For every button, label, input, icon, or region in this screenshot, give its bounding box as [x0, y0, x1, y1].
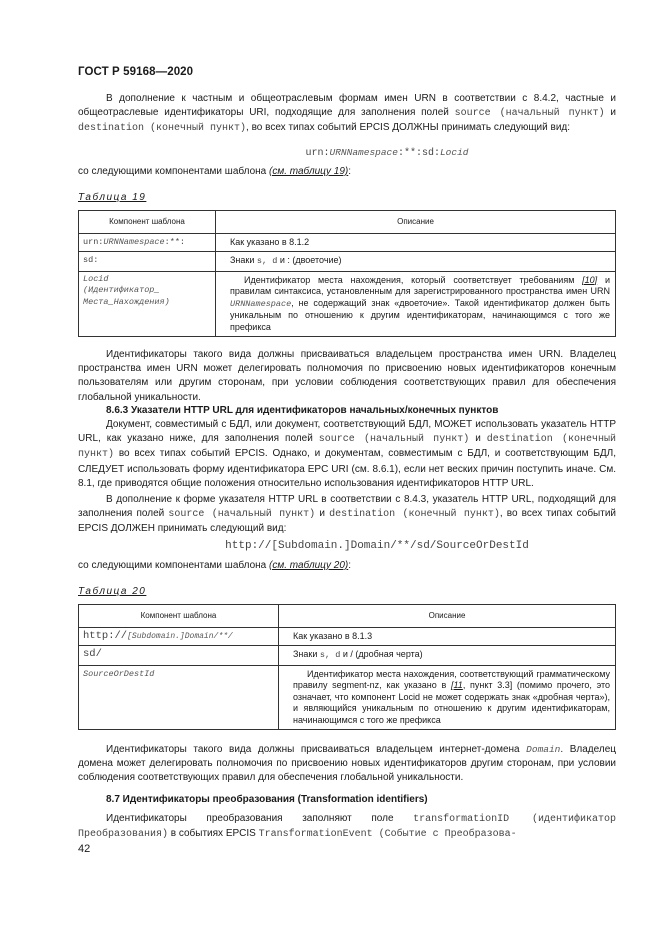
paragraph-domain-owner: Идентификаторы такого вида должны присваиваться владельцем интернет-домена Domain. Владелец домена может делегировать полномочия по присвоению новых идентификаторов другим сторонам, при условии соблюдения соответствующих правил для обеспечения глобальной уникальности.: [78, 744, 616, 784]
table-header-component: Компонент шаблона: [79, 211, 216, 234]
paragraph-transformation-ids: Идентификаторы преобразования заполняют поле transformationID (идентификатор Преобразования) в событиях EPCIS TransformationEvent (Событие с Преобразова-: [78, 813, 617, 841]
table-19: [78, 210, 616, 337]
table-row: http://[Subdomain.]Domain/**/ Как указано в 8.1.3: [79, 627, 616, 646]
reference-11[interactable]: [11: [450, 680, 463, 690]
section-8-6-3-title: 8.6.3 Указатели HTTP URL для идентификаторов начальных/конечных пунктов: [106, 405, 499, 416]
table-header-description: Описание: [216, 211, 616, 234]
document-header: ГОСТ Р 59168—2020: [78, 66, 194, 78]
table-header-component: Компонент шаблона: [79, 605, 279, 628]
table-20: [78, 604, 616, 730]
table-20-link[interactable]: (см. таблицу 20): [269, 560, 349, 571]
table-row: SourceOrDestId Идентификатор места нахождения, соответствующий грамматическому правилу segment-nz, как указано в [11, пункт 3.3] (помимо прочего, это означает, что компонент Locid не может содержать знак «дробная черта»), и являющийся уникальным по отношению к другим идентификаторам, начинающимся с того же префикса: [79, 665, 616, 730]
table-row: urn:URNNamespace:**: Как указано в 8.1.2: [79, 233, 616, 252]
paragraph-urn-intro: В дополнение к частным и общеотраслевым формам имен URN в соответствии с 8.4.2, частные и общеотраслевые идентификаторы URI, подходящие для заполнения полей source (начальный пункт) и destination (конечный пункт), во всех типах событий EPCIS ДОЛЖНЫ принимать следующий вид:: [78, 93, 616, 135]
page-number: 42: [78, 843, 91, 855]
reference-10[interactable]: [10]: [582, 274, 598, 285]
paragraph-http-url-form: В дополнение к форме указателя HTTP URL в соответствии с 8.4.3, указатель HTTP URL, подходящий для заполнения полей source (начальный пункт) и destination (конечный пункт), во всех типах событий EPCIS ДОЛЖЕН принимать следующий вид:: [78, 494, 617, 535]
paragraph-http-url-intro: Документ, совместимый с БДЛ, или документ, соответствующий БДЛ, МОЖЕТ использовать указатель HTTP URL, как указано ниже, для заполнения полей source (начальный пункт) и destination (конечный пункт) во всех типах событий EPCIS. Однако, и документам, совместимым с БДЛ, и соответствующим БДЛ, СЛЕДУЕТ использовать форму идентификатора EPC URI (см. 8.6.1), если нет веских причин поступить иначе. См. 8.1, где приводятся общие положения относительно использования идентификаторов HTTP URL.: [78, 419, 617, 489]
table-20-caption: Таблица 20: [78, 586, 147, 597]
paragraph-components-20: со следующими компонентами шаблона (см. таблицу 20):: [78, 560, 352, 571]
paragraph-components-19: со следующими компонентами шаблона (см. таблицу 19):: [78, 166, 352, 177]
table-19-caption: Таблица 19: [78, 192, 147, 203]
urn-pattern: urn:URNNamespace:**:sd:Locid: [305, 147, 469, 159]
section-8-7-title: 8.7 Идентификаторы преобразования (Transformation identifiers): [106, 794, 428, 805]
table-row: sd: Знаки s, d и : (двоеточие): [79, 252, 616, 272]
table-19-link[interactable]: (см. таблицу 19): [269, 166, 349, 177]
table-row: sd/ Знаки s, d и / (дробная черта): [79, 646, 616, 666]
http-url-pattern: http://[Subdomain.]Domain/**/sd/SourceOrDestId: [225, 540, 529, 552]
table-header-description: Описание: [279, 605, 616, 628]
paragraph-urn-owner: Идентификаторы такого вида должны присваиваться владельцем пространства имен URN. Владелец пространства имен URN может делегировать полномочия по присвоению новых идентификаторов конечным пользователям или другим сторонам, при условии соблюдения соответствующих правил для обеспечения глобальной уникальности.: [78, 349, 616, 403]
table-row: Locid (Идентификатор_ Места_Нахождения) Идентификатор места нахождения, который соответствует требованиям [10] и правилам синтаксиса, установленным для зарегистрированного пространства имен URN URNNamespace, не содержащий знак «двоеточие». Такой идентификатор должен быть уникальным по отношению к другим идентификаторам, начинающимся с того же префикса: [79, 271, 616, 337]
